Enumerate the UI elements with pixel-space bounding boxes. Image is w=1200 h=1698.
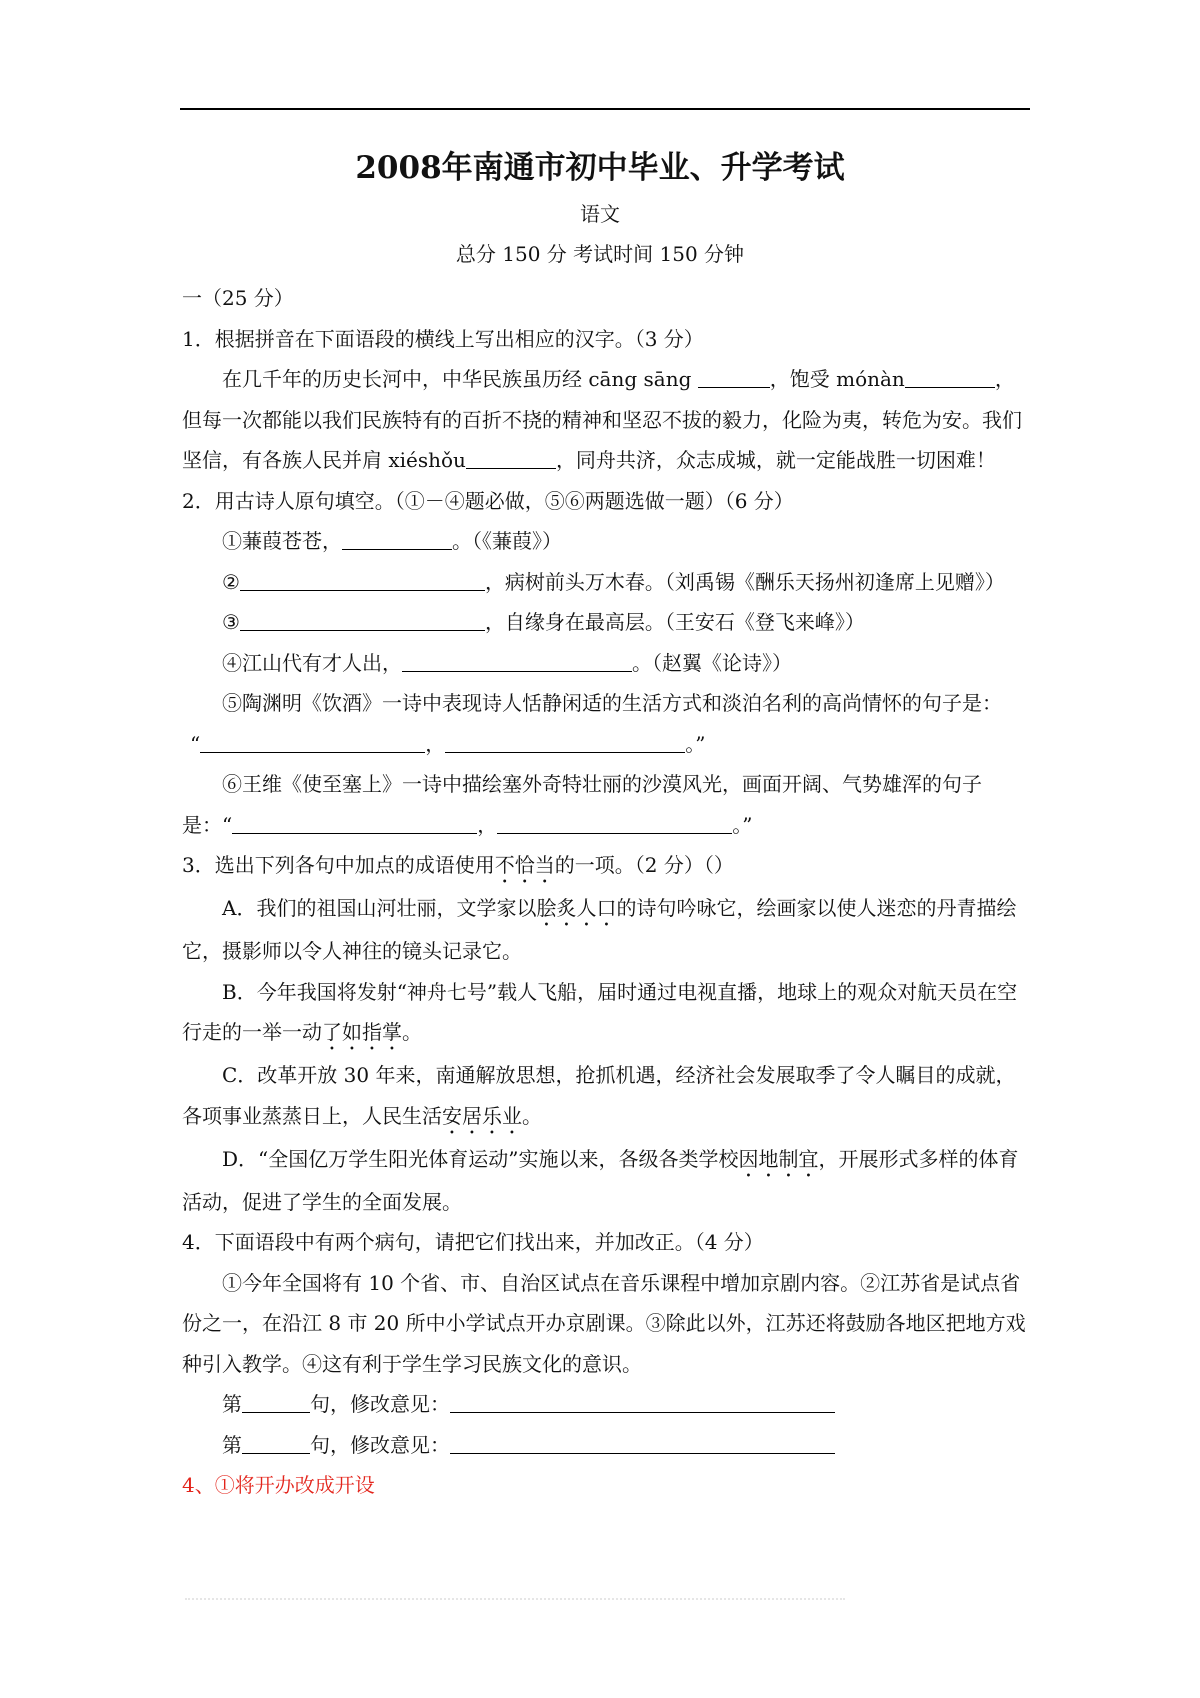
q2-blank-1[interactable]: [342, 527, 452, 550]
q4-prompt: 4．下面语段中有两个病句，请把它们找出来，并加改正。（4 分）: [182, 1230, 764, 1254]
q3-option-a-text-2: 的诗句吟咏它，绘画家以使人迷恋的丹青描绘它，摄影师以令人神往的镜头记录它。: [182, 896, 1017, 963]
exam-subject: 语文: [580, 202, 620, 226]
q3-option-d[interactable]: [182, 1139, 1028, 1223]
q2-item-5-blanks: [182, 724, 1028, 765]
q2-item-3: [182, 602, 1028, 643]
q2-item-5-end: 。”: [685, 731, 706, 756]
q3-option-b-text-2: 。: [402, 1020, 422, 1044]
q3-option-a[interactable]: [182, 888, 1028, 972]
q3-option-d-text-2: ，开展形式多样的体育活动，促进了学生的全面发展。: [182, 1146, 1019, 1214]
q1-text-a: 在几千年的历史长河中，中华民族虽历经 cāng sāng: [222, 367, 698, 391]
exam-body: [182, 278, 1028, 1506]
q2-item-1-source: 。（《蒹葭》）: [452, 529, 562, 553]
q2-item-5: ⑤陶渊明《饮酒》一诗中表现诗人恬静闲适的生活方式和淡泊名利的高尚情怀的句子是：: [222, 691, 1002, 715]
q3-option-b-idiom: 了如指掌: [322, 1020, 402, 1044]
q2-item-4: [182, 643, 1028, 684]
q2-blank-5b[interactable]: [445, 730, 685, 753]
q2-item-4-source: 。（赵翼《论诗》）: [632, 650, 792, 675]
q2-item-1-text: ①蒹葭苍苍，: [222, 529, 342, 553]
q2-blank-5a[interactable]: [200, 730, 425, 753]
q1-text-d: ，同舟共济，众志成城，就一定能战胜一切困难！: [555, 448, 996, 472]
q4-sentence-blank-2[interactable]: [242, 1431, 310, 1454]
q3-option-d-text-1: D．“全国亿万学生阳光体育运动”实施以来，各级各类学校: [222, 1146, 739, 1171]
q4-answer-note: 4、①将开办改成开设: [182, 1473, 375, 1497]
q3-prompt-b: 的一项。（2 分）（）: [554, 853, 734, 877]
q4-line-1-b: 句，修改意见：: [310, 1392, 450, 1416]
q1-text-c: ，但每一次都能以我们民族特有的百折不挠的精神和坚忍不拔的毅力，化险为夷，转危为安。我们坚信，有各族人民并肩 xiéshǒu: [182, 367, 1022, 472]
q3-prompt-a: 3．选出下列各句中加点的成语使用: [182, 853, 495, 877]
q2-item-2-num: ②: [222, 569, 240, 594]
q3-option-a-text-1: A．我们的祖国山河壮丽，文学家以: [222, 896, 537, 920]
q4-revision-blank-2[interactable]: [450, 1431, 835, 1454]
q2-item-6-end: 。”: [732, 812, 753, 837]
q2-blank-4[interactable]: [402, 649, 632, 672]
q2-item-2: [182, 562, 1028, 603]
q4-line-2-a: 第: [222, 1432, 242, 1457]
exam-title: 2008年南通市初中毕业、升学考试: [355, 150, 845, 186]
q4-answer-line-2: [182, 1425, 1028, 1466]
q3-option-c[interactable]: [182, 1055, 1028, 1139]
exam-meta: 总分 150 分 考试时间 150 分钟: [455, 242, 745, 266]
q4-sentence-blank-1[interactable]: [242, 1390, 310, 1413]
header-rule: [180, 108, 1030, 110]
section-heading: 一（25 分）: [182, 286, 294, 310]
q2-item-5-quote: “: [190, 731, 201, 756]
q3-prompt-dotted: 不恰当: [494, 853, 555, 877]
q2-blank-6b[interactable]: [497, 811, 732, 834]
q3-option-c-idiom: 安居乐业: [442, 1103, 522, 1128]
q1-blank-1[interactable]: [698, 365, 770, 388]
q2-blank-3[interactable]: [240, 608, 485, 631]
q3-option-a-idiom: 脍炙人口: [536, 896, 617, 920]
q1-passage: [182, 359, 1028, 481]
q3-option-c-text-2: 。: [522, 1103, 542, 1128]
q2-item-6-sep: ，: [477, 812, 498, 837]
q3-option-c-text-1: C．改革开放 30 年来，南通解放思想，抢抓机遇，经济社会发展取季了令人瞩目的成就，各项事业蒸蒸日上，人民生活: [182, 1063, 1016, 1128]
q1-prompt: 1．根据拼音在下面语段的横线上写出相应的汉字。（3 分）: [182, 326, 704, 351]
faint-footer-dots: [185, 1598, 845, 1600]
q1-text-b: ，饱受 mónàn: [769, 367, 905, 391]
q4-line-2-b: 句，修改意见：: [310, 1432, 450, 1457]
q1-blank-2[interactable]: [905, 365, 995, 388]
q2-blank-6a[interactable]: [232, 811, 477, 834]
q4-line-1-a: 第: [222, 1392, 242, 1416]
q2-item-1: [182, 521, 1028, 562]
q4-passage: ①今年全国将有 10 个省、市、自治区试点在音乐课程中增加京剧内容。②江苏省是试点省份之一，在沿江 8 市 20 所中小学试点开办京剧课。③除此以外，江苏还将鼓励各地区把地方戏种引入教学。④这有利于学生学习民族文化的意识。: [182, 1270, 1026, 1376]
q3-prompt: [182, 845, 1028, 888]
q2-item-6-text: ⑥王维《使至塞上》一诗中描绘塞外奇特壮丽的沙漠风光，画面开阔、气势雄浑的句子是：“: [182, 772, 982, 837]
q3-option-b-text-1: B．今年我国将发射“神舟七号”载人飞船，届时通过电视直播，地球上的观众对航天员在空行走的一举一动: [182, 979, 1018, 1044]
q2-item-3-num: ③: [222, 610, 240, 634]
q2-blank-2[interactable]: [240, 568, 485, 591]
q2-prompt: 2．用古诗人原句填空。（①－④题必做，⑤⑥两题选做一题）（6 分）: [182, 488, 794, 513]
q3-option-b[interactable]: [182, 972, 1028, 1056]
q4-answer-line-1: [182, 1384, 1028, 1425]
q1-blank-3[interactable]: [466, 446, 556, 469]
q3-option-d-idiom: 因地制宜: [738, 1146, 819, 1171]
q2-item-2-text: ，病树前头万木春。（刘禹锡《酬乐天扬州初逢席上见赠》）: [484, 569, 1005, 594]
q2-item-6: [182, 764, 1028, 845]
q2-item-4-text: ④江山代有才人出，: [222, 650, 402, 675]
q2-item-5-sep: ，: [425, 731, 446, 756]
q4-revision-blank-1[interactable]: [450, 1390, 835, 1413]
q2-item-3-text: ，自缘身在最高层。（王安石《登飞来峰》）: [484, 610, 865, 634]
